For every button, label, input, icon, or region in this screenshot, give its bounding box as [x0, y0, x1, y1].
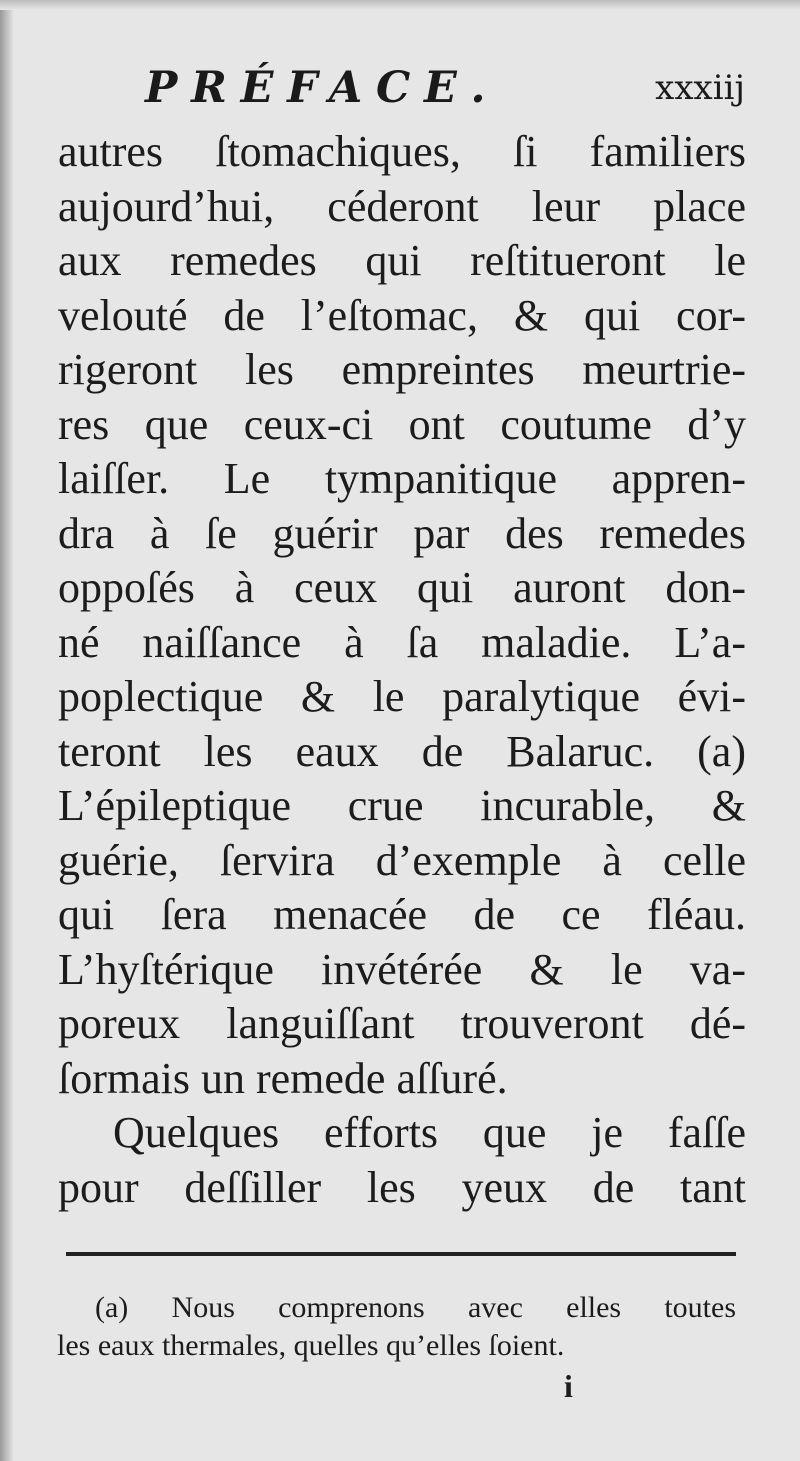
text-line: poplectique & le paralytique évi- [58, 672, 746, 721]
signature-mark: i [564, 1368, 573, 1404]
text-line: rigeront les empreintes meurtrie- [58, 345, 746, 394]
footnote-line: (a) Nous comprenons avec elles toutes [95, 1291, 736, 1324]
text-line: poreux languiſſant trouveront dé- [58, 999, 746, 1048]
text-line: guérie, ſervira d’exemple à celle [58, 835, 746, 885]
text-line: res que ceux-ci ont coutume d’y [58, 399, 746, 449]
page-header [60, 58, 745, 118]
running-title: PRÉFACE. [145, 63, 500, 113]
text-line: né naiſſance à ſa maladie. L’a- [58, 617, 746, 667]
text-line: oppoſés à ceux qui auront don- [58, 563, 746, 612]
text-line: L’hyſtérique invétérée & le va- [58, 944, 746, 994]
text-line: L’épileptique crue incurable, & [58, 781, 746, 830]
text-line: autres ſtomachiques, ſi familiers [58, 127, 746, 176]
footnote [57, 1289, 736, 1365]
body-text [58, 125, 746, 1215]
text-line: Quelques efforts que je faſſe [113, 1108, 746, 1157]
text-line: aux remedes qui reſtitueront le [58, 236, 746, 285]
text-line: aujourd’hui, céderont leur place [58, 181, 746, 231]
text-line: pour deſſiller les yeux de tant [58, 1162, 746, 1212]
text-line: velouté de l’eſtomac, & qui cor- [58, 290, 746, 340]
text-line: teront les eaux de Balaruc. (a) [58, 726, 746, 776]
footnote-line: les eaux thermales, quelles qu’elles ſoient. [57, 1329, 565, 1362]
text-line: ſormais un remede aſſuré. [58, 1053, 508, 1103]
text-line: qui ſera menacée de ce fléau. [58, 890, 746, 939]
text-line: dra à ſe guérir par des remedes [58, 508, 746, 558]
page-number: xxxiij [655, 68, 745, 108]
footnote-divider [66, 1252, 736, 1256]
text-line: laiſſer. Le tympanitique appren- [58, 454, 746, 503]
